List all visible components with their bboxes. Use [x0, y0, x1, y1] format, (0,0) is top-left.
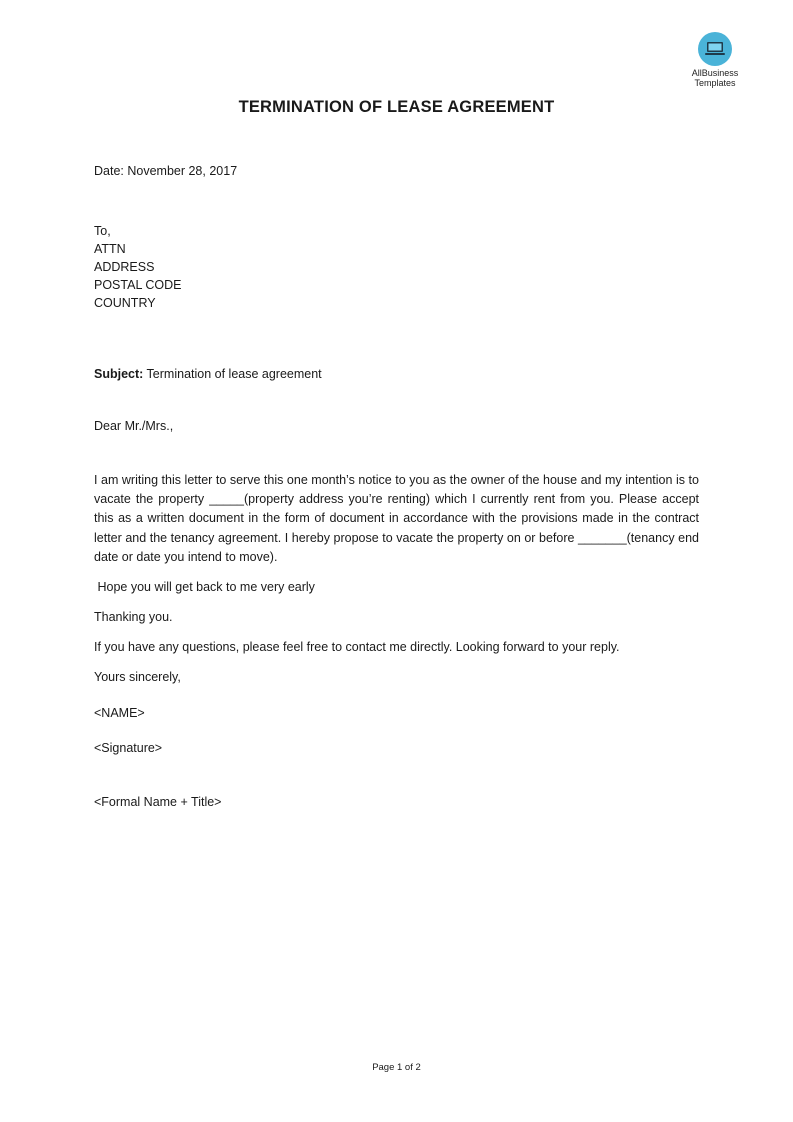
- name-placeholder: <NAME>: [94, 706, 145, 720]
- page-number: Page 1 of 2: [372, 1062, 421, 1073]
- subject-label: Subject:: [94, 367, 144, 381]
- signature-placeholder: <Signature>: [94, 741, 163, 755]
- logo-line-1: AllBusiness: [691, 68, 739, 78]
- laptop-icon: [698, 32, 732, 66]
- subject-text: Termination of lease agreement: [143, 367, 322, 381]
- recipient-attn: ATTN: [94, 242, 126, 256]
- logo-text: [680, 68, 750, 88]
- allbusiness-logo: [680, 32, 750, 88]
- hope-line: Hope you will get back to me very early: [94, 580, 315, 594]
- recipient-postal-code: POSTAL CODE: [94, 278, 182, 292]
- recipient-country: COUNTRY: [94, 296, 156, 310]
- closing-line: Yours sincerely,: [94, 670, 181, 684]
- thanks-line: Thanking you.: [94, 610, 173, 624]
- formal-name-placeholder: <Formal Name + Title>: [94, 795, 222, 809]
- recipient-address: ADDRESS: [94, 260, 155, 274]
- date-line: Date: November 28, 2017: [94, 164, 238, 178]
- questions-line: If you have any questions, please feel free to contact me directly. Looking forward to your reply.: [94, 640, 620, 654]
- salutation: Dear Mr./Mrs.,: [94, 419, 174, 433]
- recipient-to: To,: [94, 224, 111, 238]
- document-title: TERMINATION OF LEASE AGREEMENT: [238, 98, 555, 116]
- body-paragraph: I am writing this letter to serve this one month’s notice to you as the owner of the house and my intention is to vacate the property _____(property address you’re renting) which I currently rent from you. Please accept this as a written document in the form of document in accordance with the provisions made in the contract letter and the tenancy agreement. I hereby propose to vacate the property on or before _______(tenancy end date or date you intend to move).: [94, 473, 699, 564]
- logo-line-2: Templates: [694, 78, 736, 88]
- subject-line: [94, 367, 322, 381]
